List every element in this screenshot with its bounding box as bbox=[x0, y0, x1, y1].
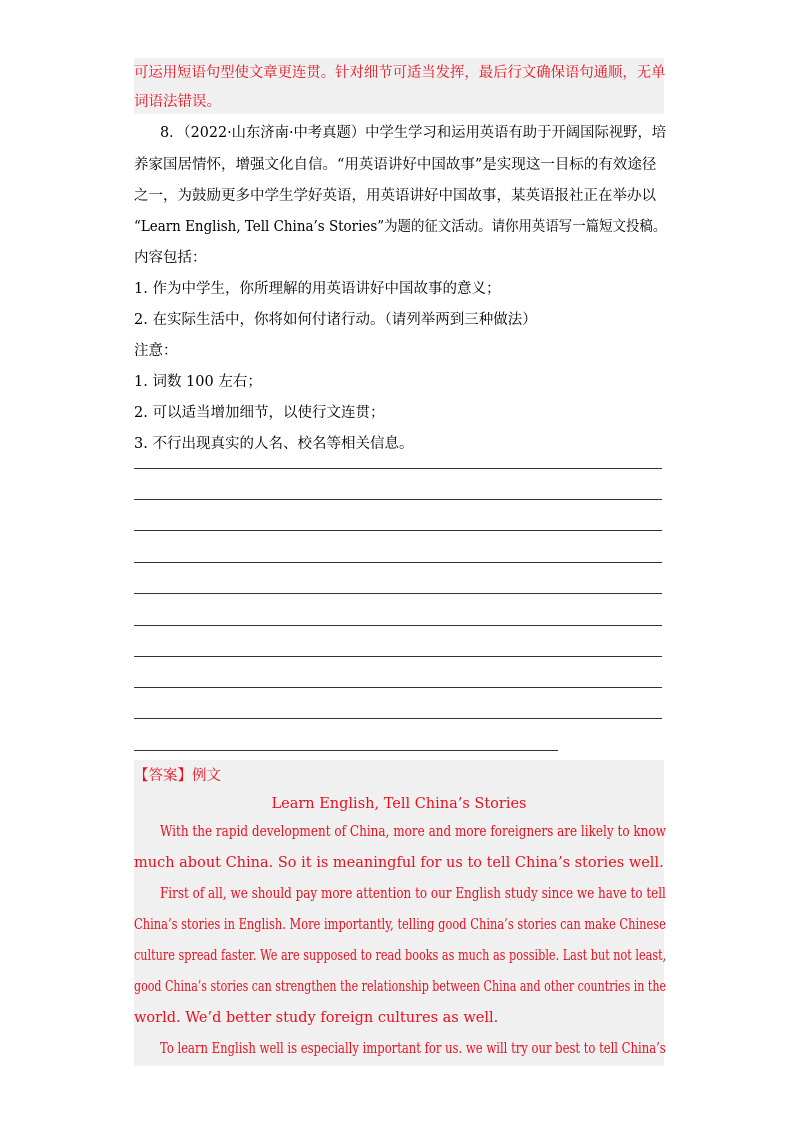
writing-line bbox=[134, 499, 662, 500]
question-requirement: 2. 在实际生活中，你将如何付诸行动。（请列举两到三种做法） bbox=[134, 312, 537, 328]
answer-line: much about China. So it is meaningful for us to tell China’s stories well. bbox=[134, 855, 664, 871]
writing-line bbox=[134, 625, 662, 626]
top-note bbox=[134, 58, 664, 114]
question-line: “Learn English, Tell China’s Stories”为题的征文活动。请你用英语写一篇短文投稿。 bbox=[134, 219, 667, 235]
answer-line: good China’s stories can strengthen the relationship between China and other countries in the bbox=[134, 979, 667, 995]
question-8 bbox=[134, 120, 667, 452]
writing-line bbox=[134, 468, 662, 469]
question-heading-content: 内容包括： bbox=[134, 250, 207, 266]
question-line: 8．（2022·山东济南·中考真题）中学生学习和运用英语有助于开阔国际视野，培 bbox=[160, 125, 667, 141]
writing-line bbox=[134, 593, 662, 594]
top-note-line-1: 可运用短语句型使文章更连贯。针对细节可适当发挥，最后行文确保语句通顺，无单 bbox=[134, 65, 666, 81]
writing-line bbox=[134, 718, 662, 719]
answer-line: To learn English well is especially important for us. we will try our best to tell China’s bbox=[160, 1041, 666, 1057]
answer-line: With the rapid development of China, more and more foreigners are likely to know bbox=[160, 824, 666, 840]
answer-line: culture spread faster. We are supposed to read books as much as possible. Last but not least, bbox=[134, 948, 667, 964]
writing-line bbox=[134, 656, 662, 657]
top-note-line-2: 词语法错误。 bbox=[134, 94, 221, 110]
answer-line: China’s stories in English. More importantly, telling good China’s stories can make Chinese bbox=[134, 917, 666, 933]
answer-line: First of all, we should pay more attention to our English study since we have to tell bbox=[160, 886, 666, 902]
question-line: 之一，为鼓励更多中学生学好英语，用英语讲好中国故事，某英语报社正在举办以 bbox=[134, 188, 656, 204]
writing-line bbox=[134, 687, 662, 688]
answer-block bbox=[134, 760, 667, 1066]
question-line: 养家国居情怀，增强文化自信。“用英语讲好中国故事”是实现这一目标的有效途径 bbox=[134, 157, 657, 173]
question-note: 2. 可以适当增加细节，以使行文连贯； bbox=[134, 405, 385, 421]
answer-label: 【答案】例文 bbox=[134, 768, 221, 784]
writing-line bbox=[134, 750, 558, 751]
writing-line bbox=[134, 562, 662, 563]
question-heading-notes: 注意： bbox=[134, 343, 178, 359]
writing-line bbox=[134, 530, 662, 531]
question-note: 1. 词数 100 左右； bbox=[134, 374, 262, 390]
question-requirement: 1. 作为中学生，你所理解的用英语讲好中国故事的意义； bbox=[134, 281, 501, 297]
answer-line: world. We’d better study foreign cultures as well. bbox=[134, 1010, 499, 1026]
answer-title: Learn English, Tell China’s Stories bbox=[271, 796, 527, 812]
question-note: 3. 不行出现真实的人名、校名等相关信息。 bbox=[134, 436, 414, 452]
